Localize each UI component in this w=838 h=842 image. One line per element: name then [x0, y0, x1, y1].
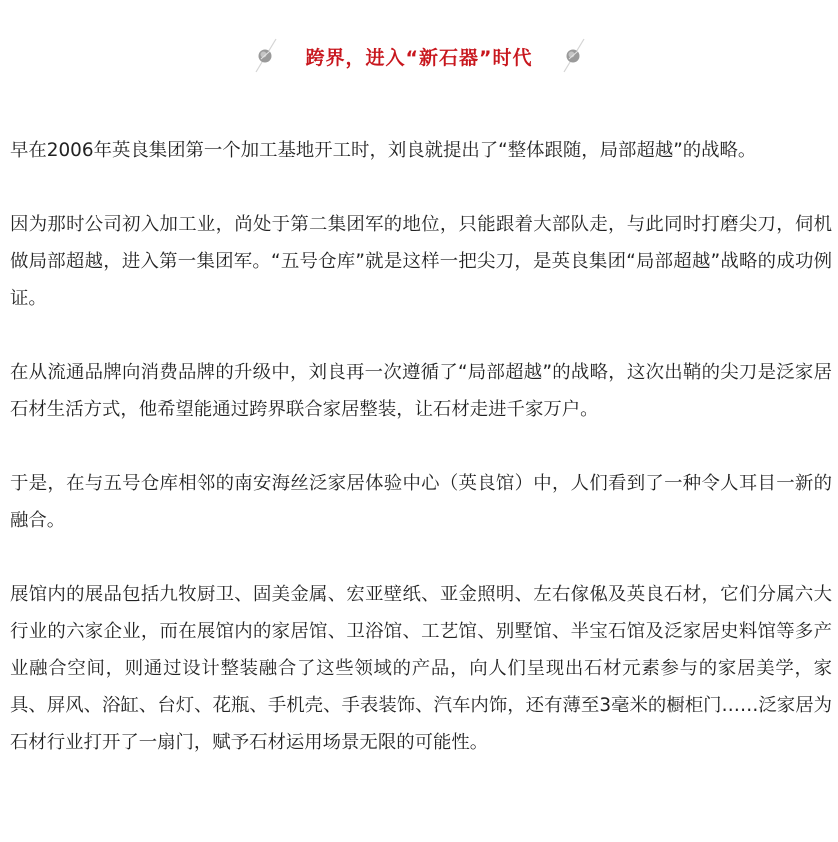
section-header — [0, 36, 838, 76]
paragraph-strategy-origin: 早在2006年英良集团第一个加工基地开工时，刘良就提出了“整体跟随，局部超越”的战略。 — [10, 140, 757, 161]
article-body — [10, 132, 832, 761]
paragraph-exhibits: 展馆内的展品包括九牧厨卫、固美金属、宏亚壁纸、亚金照明、左右傢俬及英良石材，它们分属六大行业的六家企业，而在展馆内的家居馆、卫浴馆、工艺馆、别墅馆、半宝石馆及泛家居史料馆等多产业融合空间，则通过设计整装融合了这些领域的产品，向人们呈现出石材元素参与的家居美学，家具、屏风、浴缸、台灯、花瓶、手机壳、手表装饰、汽车内饰，还有薄至3毫米的橱柜门……泛家居为石材行业打开了一扇门，赋予石材运用场景无限的可能性。 — [10, 584, 832, 753]
paragraph-experience-center: 于是，在与五号仓库相邻的南安海丝泛家居体验中心（英良馆）中，人们看到了一种令人耳目一新的融合。 — [10, 473, 832, 531]
section-title: 跨界，进入“新石器”时代 — [305, 46, 533, 69]
paragraph-warehouse-five: 因为那时公司初入加工业，尚处于第二集团军的地位，只能跟着大部队走，与此同时打磨尖刀，伺机做局部超越，进入第一集团军。“五号仓库”就是这样一把尖刀，是英良集团“局部超越”战略的成功例证。 — [10, 214, 832, 309]
stone-disc-icon — [556, 36, 590, 76]
paragraph-brand-upgrade: 在从流通品牌向消费品牌的升级中，刘良再一次遵循了“局部超越”的战略，这次出鞘的尖刀是泛家居石材生活方式，他希望能通过跨界联合家居整装，让石材走进千家万户。 — [10, 362, 832, 420]
stone-disc-icon — [248, 36, 282, 76]
